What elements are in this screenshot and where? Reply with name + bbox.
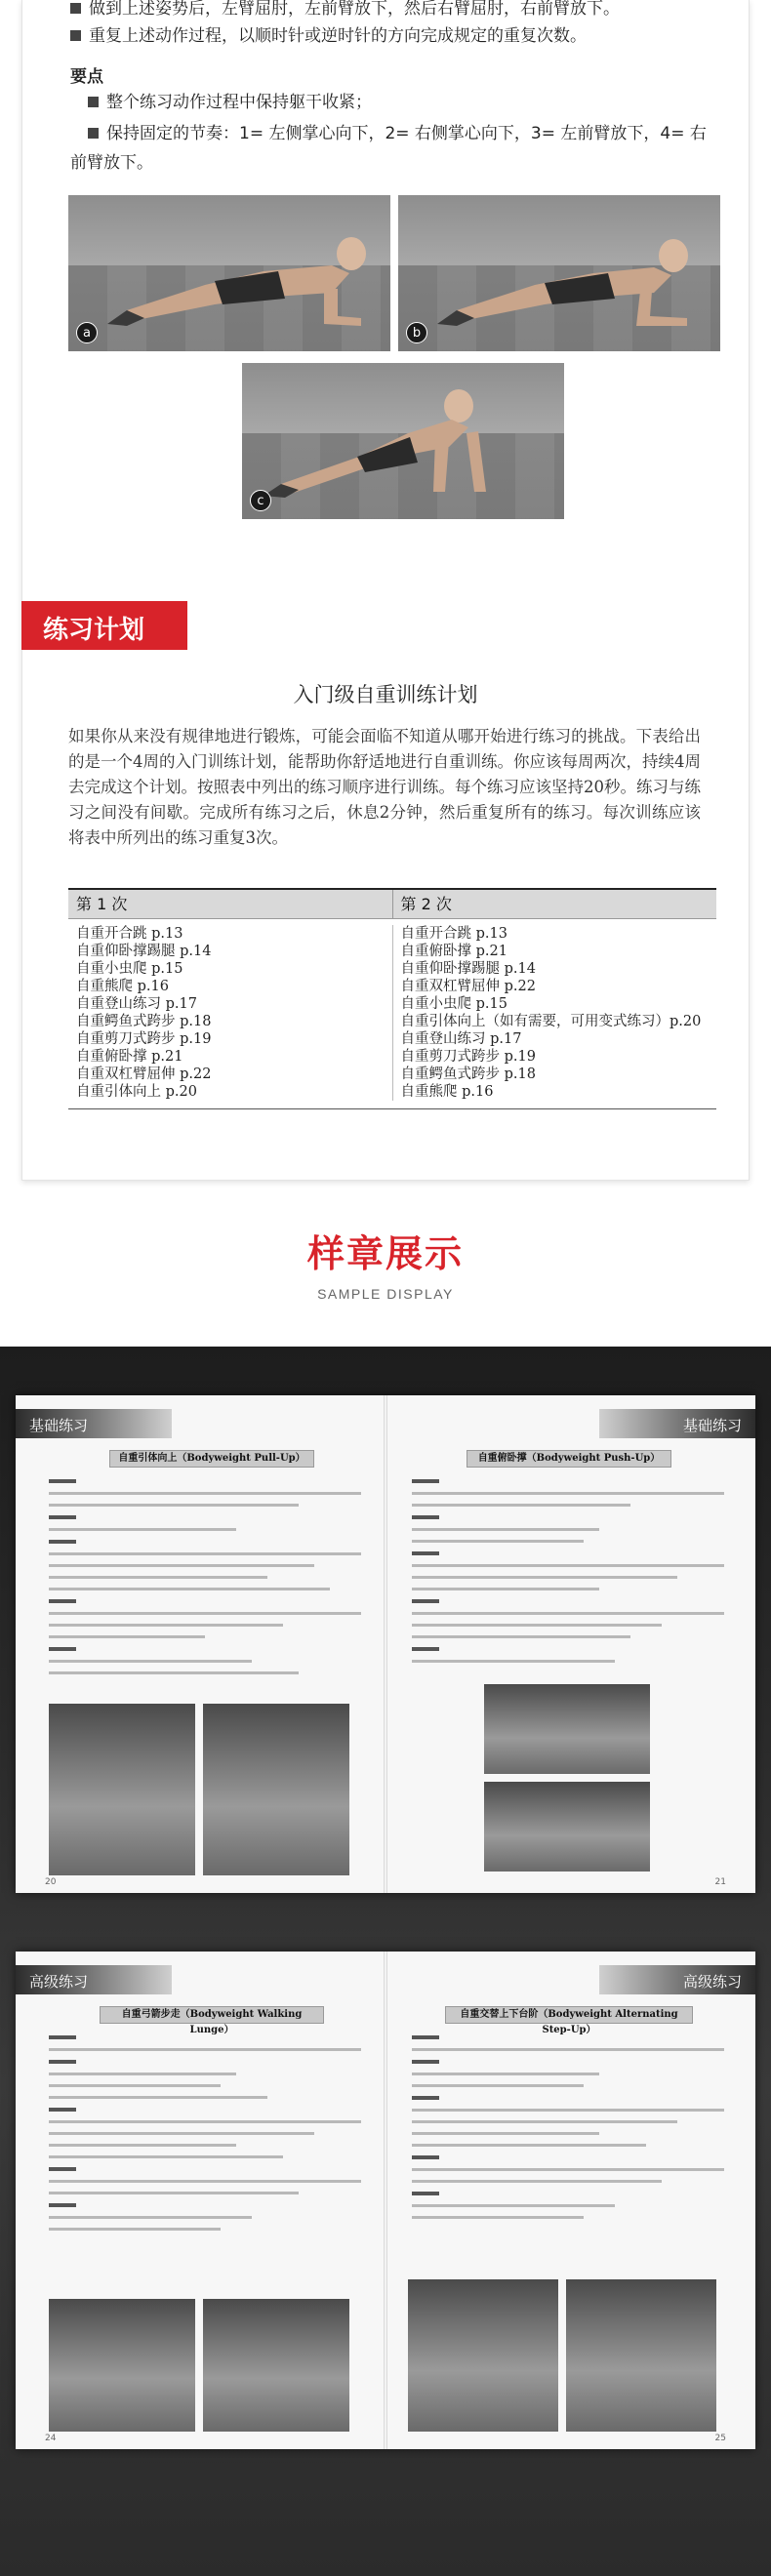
table-cell: 自重熊爬 p.16 — [76, 979, 169, 994]
exercise-title-left: 自重弓箭步走（Bodyweight Walking Lunge） — [100, 2006, 324, 2024]
page-number-left: 20 — [45, 1877, 57, 1887]
exercise-photo-c — [242, 363, 564, 519]
sample-pages-dark-area — [0, 1347, 771, 2576]
table-cell: 自重鳄鱼式跨步 p.18 — [76, 1014, 212, 1029]
pushup-figure-icon — [242, 363, 564, 519]
table-cell: 自重仰卧撑踢腿 p.14 — [400, 961, 536, 977]
table-body — [68, 919, 716, 1109]
top-page-area — [0, 0, 771, 1190]
step-bullet-2 — [70, 23, 587, 49]
sample-photo-stepup-2 — [566, 2279, 716, 2432]
step-text-2: 重复上述动作过程，以顺时针或逆时针的方向完成规定的重复次数。 — [89, 26, 587, 46]
sample-display-subtitle: SAMPLE DISPLAY — [317, 1286, 454, 1302]
key-point-2 — [88, 121, 707, 146]
table-cell: 自重登山练习 p.17 — [400, 1031, 522, 1047]
table-cell: 自重小虫爬 p.15 — [400, 996, 507, 1012]
section-banner-label: 练习计划 — [43, 616, 145, 645]
chapter-label-right: 基础练习 — [682, 1417, 742, 1434]
key-point-text-2a: 保持固定的节奏：1= 左侧掌心向下，2= 右侧掌心向下，3= 左前臂放下，4= 右 — [106, 124, 707, 143]
table-header-row — [68, 890, 716, 919]
plan-paragraph: 如果你从来没有规律地进行锻炼，可能会面临不知道从哪开始进行练习的挑战。下表给出的是一个4周的入门训练计划，能帮助你舒适地进行自重训练。你应该每周两次，持续4周去完成这个计划。按照表中列出的练习顺序进行训练。每个练习应该坚持20秒。练习与练习之间没有间歇。完成所有练习之后，休息2分钟，然后重复所有的练习。每次训练应该将表中所列出的练习重复3次。 — [68, 727, 701, 847]
square-bullet-icon — [70, 30, 81, 41]
plank-figure-icon — [68, 195, 390, 351]
table-column-session-1 — [68, 925, 392, 1101]
plan-title: 入门级自重训练计划 — [293, 683, 478, 706]
sample-photo-pullup-2 — [203, 1704, 349, 1875]
page-number-right: 21 — [714, 1877, 726, 1887]
table-cell: 自重双杠臂屈伸 p.22 — [76, 1067, 212, 1082]
key-point-text-1: 整个练习动作过程中保持躯干收紧； — [106, 93, 372, 112]
sample-photo-pushup-1 — [484, 1684, 650, 1774]
plank-figure-icon — [398, 195, 720, 351]
sample-photo-lunge-1 — [49, 2299, 195, 2432]
exercise-title-right: 自重俯卧撑（Bodyweight Push-Up） — [467, 1450, 671, 1468]
exercise-title-left: 自重引体向上（Bodyweight Pull-Up） — [109, 1450, 314, 1468]
page-text-block-right — [412, 2035, 724, 2228]
table-cell: 自重双杠臂屈伸 p.22 — [400, 979, 536, 994]
table-cell: 自重剪刀式跨步 p.19 — [76, 1031, 212, 1047]
key-points-heading: 要点 — [70, 67, 103, 87]
table-column-session-2 — [392, 925, 717, 1101]
sample-spread-basic — [16, 1395, 755, 1893]
page-number-right: 25 — [714, 2434, 726, 2443]
exercise-photo-a — [68, 195, 390, 351]
table-cell: 自重小虫爬 p.15 — [76, 961, 183, 977]
chapter-label-left: 基础练习 — [29, 1417, 89, 1434]
photo-badge: c — [250, 490, 271, 511]
table-header-session-1: 第 1 次 — [76, 895, 128, 913]
table-cell: 自重熊爬 p.16 — [400, 1084, 494, 1100]
page-gutter — [384, 1395, 387, 1893]
sample-spread-advanced — [16, 1952, 755, 2449]
table-cell: 自重俯卧撑 p.21 — [76, 1049, 183, 1065]
page-gutter — [384, 1952, 387, 2449]
chapter-label-left: 高级练习 — [29, 1973, 89, 1991]
sample-display-title: 样章展示 — [306, 1232, 464, 1275]
step-bullet-1 — [70, 0, 620, 21]
chapter-label-right: 高级练习 — [682, 1973, 742, 1991]
exercise-title-right: 自重交替上下台阶（Bodyweight Alternating Step-Up） — [445, 2006, 693, 2024]
exercise-photo-b — [398, 195, 720, 351]
table-cell: 自重引体向上 p.20 — [76, 1084, 197, 1100]
page-text-block-left — [49, 1479, 361, 1683]
table-cell: 自重剪刀式跨步 p.19 — [400, 1049, 536, 1065]
table-cell: 自重登山练习 p.17 — [76, 996, 197, 1012]
sample-photo-pushup-2 — [484, 1782, 650, 1872]
sample-photo-pullup-1 — [49, 1704, 195, 1875]
sample-photo-lunge-2 — [203, 2299, 349, 2432]
table-cell: 自重鳄鱼式跨步 p.18 — [400, 1067, 536, 1082]
table-cell: 自重引体向上（如有需要，可用变式练习）p.20 — [400, 1014, 702, 1029]
table-cell: 自重仰卧撑踢腿 p.14 — [76, 944, 212, 959]
page-text-block-left — [49, 2035, 361, 2239]
square-bullet-icon — [70, 3, 81, 14]
key-point-2-cont: 前臂放下。 — [70, 153, 153, 173]
square-bullet-icon — [88, 97, 99, 107]
sample-photo-stepup-1 — [408, 2279, 558, 2432]
table-cell: 自重开合跳 p.13 — [400, 926, 507, 942]
key-point-1 — [88, 90, 372, 115]
page-number-left: 24 — [45, 2434, 57, 2443]
table-cell: 自重开合跳 p.13 — [76, 926, 183, 942]
page-text-block-right — [412, 1479, 724, 1671]
table-header-session-2: 第 2 次 — [392, 890, 717, 918]
photo-badge: a — [76, 322, 98, 343]
square-bullet-icon — [88, 128, 99, 139]
photo-badge: b — [406, 322, 427, 343]
training-plan-table — [68, 888, 716, 1109]
step-text-1: 做到上述姿势后，左臂屈肘，左前臂放下，然后右臂屈肘，右前臂放下。 — [89, 0, 620, 19]
section-banner — [21, 601, 187, 650]
table-cell: 自重俯卧撑 p.21 — [400, 944, 507, 959]
